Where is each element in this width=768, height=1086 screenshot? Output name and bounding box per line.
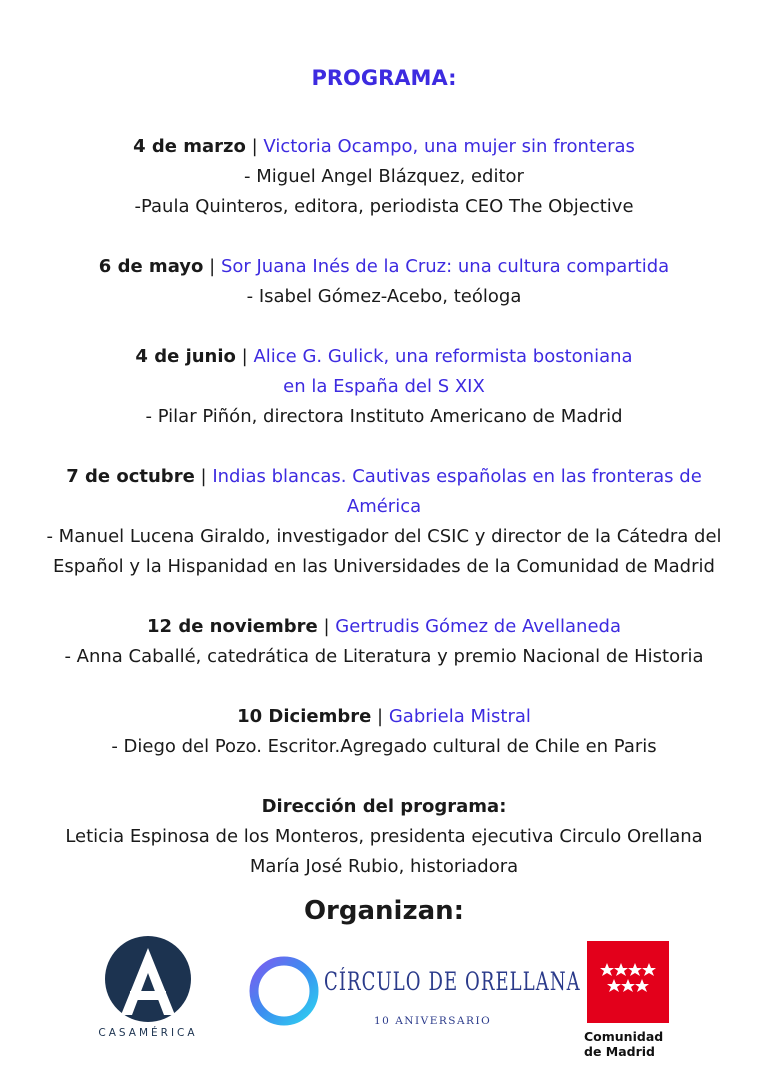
event-item <box>0 342 768 432</box>
madrid-wordmark-line1: Comunidad <box>584 1029 664 1044</box>
event-date: 4 de junio <box>135 346 236 367</box>
separator: | <box>323 616 330 637</box>
event-header <box>0 132 768 162</box>
event-item <box>0 462 768 582</box>
event-topic: Gabriela Mistral <box>388 706 531 727</box>
event-topic-continued: América <box>346 496 422 517</box>
casamerica-wordmark: CASAMÉRICA <box>98 1027 198 1039</box>
event-topic-continued: en la España del S XIX <box>283 376 485 397</box>
event-speaker: - Miguel Angel Blázquez, editor <box>244 166 524 187</box>
event-item <box>0 612 768 672</box>
event-item <box>0 702 768 762</box>
event-header <box>0 252 768 282</box>
event-speaker: - Manuel Lucena Giraldo, investigador del CSIC y director de la Cátedra del <box>46 526 722 547</box>
events-list <box>0 132 768 792</box>
event-speaker: - Pilar Piñón, directora Instituto Americano de Madrid <box>145 406 623 427</box>
madrid-flag-icon <box>587 941 669 1023</box>
event-header <box>0 702 768 732</box>
event-topic: Victoria Ocampo, una mujer sin fronteras <box>263 136 635 157</box>
casamerica-emblem-icon <box>92 935 204 1027</box>
director-line: Leticia Espinosa de los Monteros, presidenta ejecutiva Circulo Orellana <box>65 826 703 847</box>
event-date: 4 de marzo <box>133 136 246 157</box>
event-date: 7 de octubre <box>66 466 195 487</box>
event-speaker: - Anna Caballé, catedrática de Literatura y premio Nacional de Historia <box>64 646 704 667</box>
event-topic: Gertrudis Gómez de Avellaneda <box>335 616 621 637</box>
orellana-anniversary: 10 ANIVERSARIO <box>374 1015 492 1027</box>
stars-icon <box>587 941 669 1023</box>
event-item <box>0 132 768 222</box>
event-topic: Indias blancas. Cautivas españolas en las fronteras de <box>212 466 702 487</box>
separator: | <box>209 256 216 277</box>
separator: | <box>200 466 207 487</box>
event-header <box>0 462 768 492</box>
organizer-logos <box>0 935 768 1065</box>
separator: | <box>251 136 258 157</box>
event-item <box>0 252 768 312</box>
orellana-name: CÍRCULO DE ORELLANA <box>324 967 581 996</box>
separator: | <box>241 346 248 367</box>
event-topic: Sor Juana Inés de la Cruz: una cultura compartida <box>220 256 670 277</box>
organizers-heading: Organizan: <box>303 896 465 926</box>
direction-heading: Dirección del programa: <box>261 796 507 817</box>
comunidad-madrid-logo <box>584 941 674 1061</box>
event-speaker: - Diego del Pozo. Escritor.Agregado cultural de Chile en Paris <box>111 736 657 757</box>
event-header <box>0 342 768 372</box>
event-speaker: - Isabel Gómez-Acebo, teóloga <box>246 286 522 307</box>
event-header <box>0 612 768 642</box>
program-direction <box>0 792 768 882</box>
madrid-wordmark-line2: de Madrid <box>584 1044 655 1059</box>
event-date: 12 de noviembre <box>147 616 318 637</box>
event-speaker: Español y la Hispanidad en las Universidades de la Comunidad de Madrid <box>53 556 715 577</box>
orellana-ring-icon <box>244 953 324 1033</box>
event-date: 6 de mayo <box>98 256 204 277</box>
page-title: PROGRAMA: <box>311 66 457 90</box>
director-line: María José Rubio, historiadora <box>249 856 519 877</box>
casamerica-logo <box>92 935 204 1050</box>
separator: | <box>377 706 384 727</box>
orellana-logo <box>244 953 581 1033</box>
event-topic: Alice G. Gulick, una reformista bostoniana <box>253 346 633 367</box>
event-speaker: -Paula Quinteros, editora, periodista CEO The Objective <box>134 196 634 217</box>
event-date: 10 Diciembre <box>237 706 372 727</box>
